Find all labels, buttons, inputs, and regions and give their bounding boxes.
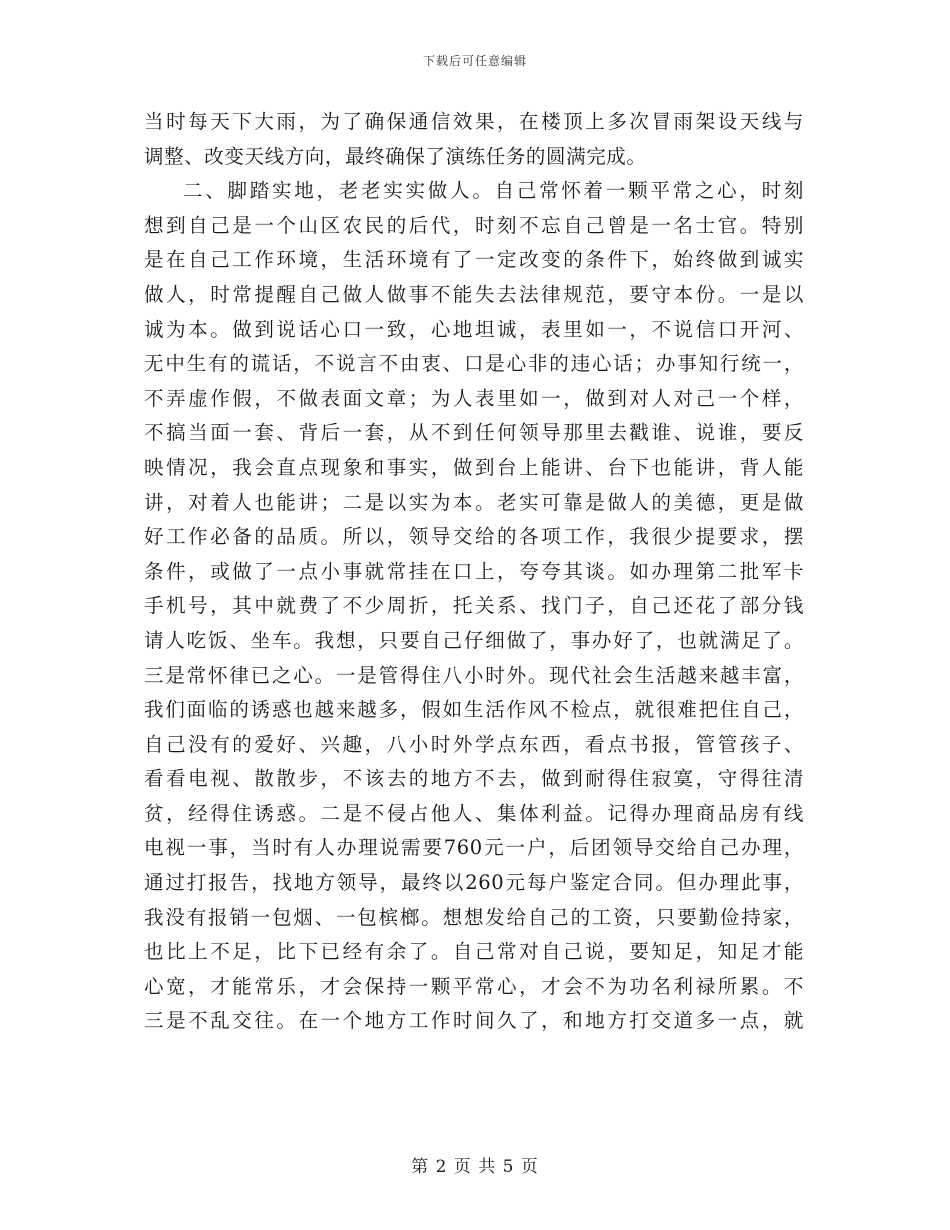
text-line: 手机号，其中就费了不少周折，托关系、找门子，自己还花了部分钱 (144, 594, 804, 618)
text-line: 三是常怀律已之心。一是管得住八小时外。现代社会生活越来越丰富， (144, 663, 804, 687)
text-line: 讲，对着人也能讲；二是以实为本。老实可靠是做人的美德，更是做 (144, 490, 804, 514)
text-line: 通过打报告，找地方领导，最终以260元每户鉴定合同。但办理此事， (144, 871, 804, 895)
text-line: 无中生有的谎话，不说言不由衷、口是心非的违心话；办事知行统一， (144, 352, 804, 376)
text-line: 当时每天下大雨，为了确保通信效果，在楼顶上多次冒雨架设天线与 (144, 110, 804, 133)
text-line: 好工作必备的品质。所以，领导交给的各项工作，我很少提要求，摆 (144, 525, 804, 549)
text-line: 也比上不足，比下已经有余了。自己常对自己说，要知足，知足才能 (144, 940, 804, 964)
text-line: 调整、改变天线方向，最终确保了演练任务的圆满完成。 (144, 144, 647, 168)
text-line: 电视一事，当时有人办理说需要760元一户，后团领导交给自己办理， (144, 836, 804, 860)
text-line: 做人，时常提醒自己做人做事不能失去法律规范，要守本份。一是以 (144, 282, 804, 306)
text-line: 想到自己是一个山区农民的后代，时刻不忘自己曾是一名士官。特别 (144, 213, 804, 237)
text-line: 条件，或做了一点小事就常挂在口上，夸夸其谈。如办理第二批军卡 (144, 559, 804, 583)
text-line: 自己没有的爱好、兴趣，八小时外学点东西，看点书报，管管孩子、 (144, 732, 804, 756)
text-line: 是在自己工作环境，生活环境有了一定改变的条件下，始终做到诚实 (144, 248, 804, 272)
text-line: 二、脚踏实地，老老实实做人。自己常怀着一颗平常之心，时刻 (183, 179, 804, 203)
text-line: 映情况，我会直点现象和事实，做到台上能讲、台下也能讲，背人能 (144, 455, 804, 479)
document-body (144, 105, 804, 1039)
text-line: 不搞当面一套、背后一套，从不到任何领导那里去戳谁、说谁，要反 (144, 421, 804, 445)
text-line: 心宽，才能常乐，才会保持一颗平常心，才会不为功名利禄所累。不 (144, 974, 804, 998)
text-line: 诚为本。做到说话心口一致，心地坦诚，表里如一，不说信口开河、 (144, 317, 804, 341)
text-line: 我没有报销一包烟、一包槟榔。想想发给自己的工资，只要勤俭持家， (144, 905, 804, 929)
text-line: 看看电视、散散步，不该去的地方不去，做到耐得住寂寞，守得往清 (144, 767, 804, 791)
text-line: 请人吃饭、坐车。我想，只要自己仔细做了，事办好了，也就满足了。 (144, 628, 804, 652)
text-line: 不弄虚作假，不做表面文章；为人表里如一，做到对人对己一个样， (144, 386, 804, 410)
text-line: 我们面临的诱惑也越来越多，假如生活作风不检点，就很难把住自己， (144, 698, 804, 722)
page-header-note: 下载后可任意编辑 (422, 54, 527, 68)
page-number-footer: 第 2 页 共 5 页 (411, 1157, 539, 1177)
text-line: 三是不乱交往。在一个地方工作时间久了，和地方打交道多一点，就 (144, 1009, 804, 1033)
text-line: 贫，经得住诱惑。二是不侵占他人、集体利益。记得办理商品房有线 (144, 801, 804, 825)
